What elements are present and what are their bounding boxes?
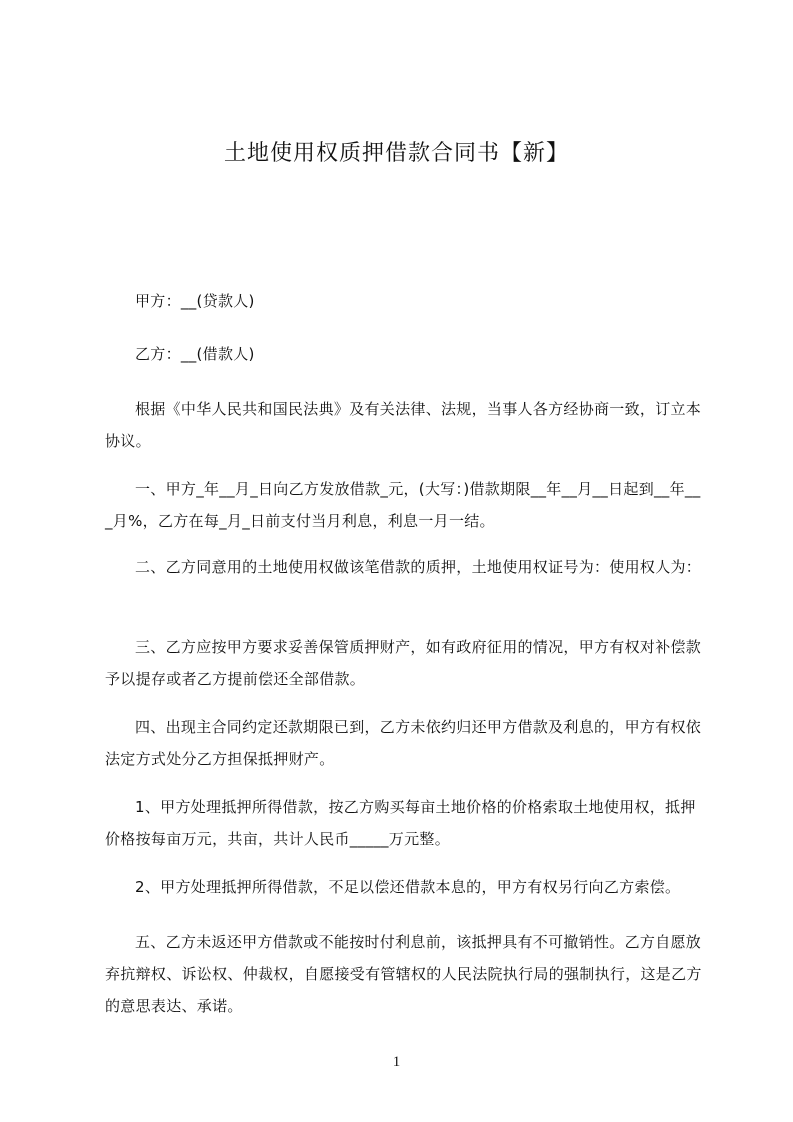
clause-4-item-2-paragraph: 2、甲方处理抵押所得借款，不足以偿还借款本息的，甲方有权另行向乙方索偿。 — [135, 878, 681, 896]
clause-4-item-1-paragraph: 1、甲方处理抵押所得借款，按乙方购买每亩土地价格的价格索取土地使用权，抵押价格按每亩万元，共亩，共计人民币_____万元整。 — [105, 798, 696, 848]
clause-2-paragraph: 二、乙方同意用的土地使用权做该笔借款的质押，土地使用权证号为：使用权人为： — [135, 558, 702, 576]
party-b-line: 乙方：__(借款人) — [135, 345, 255, 363]
page-number: 1 — [392, 1054, 401, 1070]
document-title: 土地使用权质押借款合同书【新】 — [223, 141, 569, 166]
clause-4-paragraph: 四、出现主合同约定还款期限已到，乙方未依约归还甲方借款及利息的，甲方有权依法定方式处分乙方担保抵押财产。 — [105, 718, 702, 768]
clause-3-paragraph: 三、乙方应按甲方要求妥善保管质押财产，如有政府征用的情况，甲方有权对补偿款予以提存或者乙方提前偿还全部借款。 — [105, 638, 702, 688]
preamble-paragraph: 根据《中华人民共和国民法典》及有关法律、法规，当事人各方经协商一致，订立本协议。 — [105, 400, 702, 450]
clause-5-paragraph: 五、乙方未返还甲方借款或不能按时付利息前，该抵押具有不可撤销性。乙方自愿放弃抗辩权、诉讼权、仲裁权，自愿接受有管辖权的人民法院执行局的强制执行，这是乙方的意思表达、承诺。 — [105, 933, 702, 1015]
party-a-line: 甲方：__(贷款人) — [135, 292, 255, 310]
clause-1-paragraph: 一、甲方_年__月_日向乙方发放借款_元，(大写：)借款期限__年__月__日起到__年___月%，乙方在每_月_日前支付当月利息，利息一月一结。 — [105, 480, 701, 530]
